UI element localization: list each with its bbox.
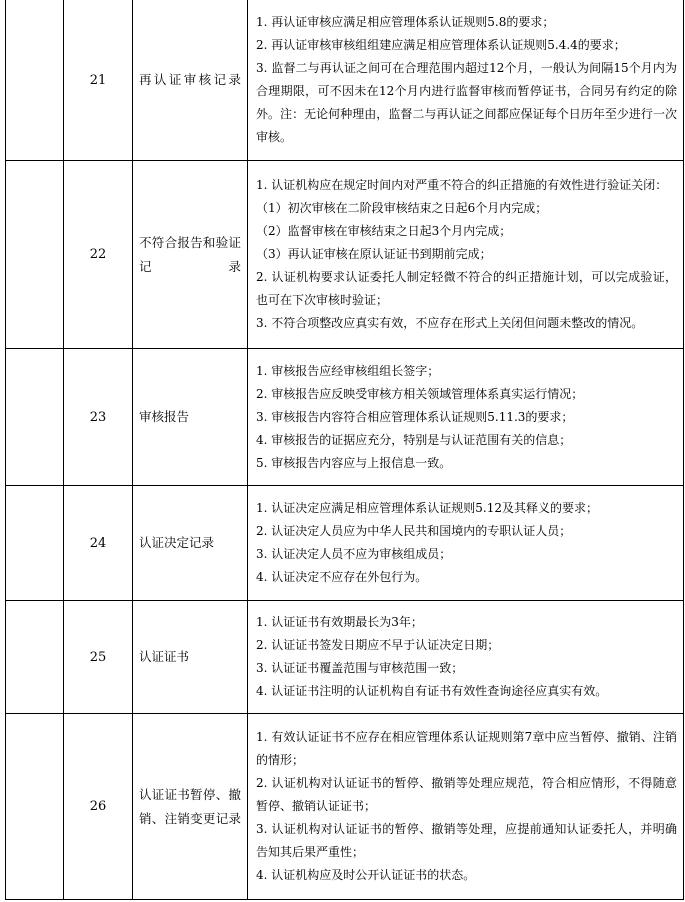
- requirement-line: 2. 认证机构对认证证书的暂停、撤销等处理应规范，符合相应情形，不得随意暂停、撤销认证证书；: [256, 776, 677, 813]
- requirement-line: 2. 再认证审核审核组组建应满足相应管理体系认证规则5.4.4的要求；: [256, 38, 626, 52]
- blank-cell: [6, 349, 64, 486]
- requirements-table: [5, 0, 684, 900]
- table-row: [6, 486, 684, 601]
- blank-cell: [6, 714, 64, 900]
- requirements-cell: [248, 486, 684, 601]
- requirement-line: 1. 审核报告应经审核组组长签字；: [256, 363, 440, 378]
- requirement-line: 3. 监督二与再认证之间可在合理范围内超过12个月，一般认为间隔15个月内为合理期限，可不因未在12个月内进行监督审核而暂停证书，合同另有约定的除外。注：无论何种理由，监督二与再认证之间都应保证每个日历年至少进行一次审核。: [256, 61, 677, 144]
- requirement-line: （2）监督审核在审核结束之日起3个月内完成；: [256, 224, 512, 238]
- item-name: 认证证书暂停、撤销、注销变更记录: [139, 786, 241, 826]
- item-name: 不符合报告和验证记录: [139, 234, 241, 274]
- row-number: 25: [64, 601, 133, 714]
- requirements-cell: [248, 349, 684, 486]
- item-name-cell: [133, 601, 248, 714]
- item-name: 认证决定记录: [139, 535, 215, 550]
- requirement-line: （3）再认证审核在原认证证书到期前完成；: [256, 247, 492, 261]
- item-name: 审核报告: [139, 409, 190, 424]
- requirement-line: 2. 认证证书签发日期应不早于认证决定日期；: [256, 638, 500, 652]
- requirement-line: 4. 审核报告的证据应充分，特别是与认证范围有关的信息；: [256, 432, 572, 447]
- requirements-cell: [248, 601, 684, 714]
- item-name-cell: [133, 486, 248, 601]
- requirement-line: 2. 认证机构要求认证委托人制定轻微不符合的纠正措施计划，可以完成验证，也可在下次审核时验证；: [256, 270, 677, 307]
- requirement-line: 2. 审核报告应反映受审核方相关领域管理体系真实运行情况；: [256, 386, 584, 401]
- row-number: 24: [64, 486, 133, 601]
- table-row: [6, 349, 684, 486]
- item-name-cell: [133, 714, 248, 900]
- row-number: 26: [64, 714, 133, 900]
- requirement-line: 4. 认证机构应及时公开认证证书的状态。: [256, 868, 476, 882]
- requirement-line: 3. 认证证书覆盖范围与审核范围一致；: [256, 661, 464, 675]
- requirement-line: 1. 有效认证证书不应存在相应管理体系认证规则第7章中应当暂停、撤销、注销的情形；: [256, 730, 677, 767]
- requirement-line: 4. 认证决定不应存在外包行为。: [256, 570, 428, 584]
- item-name: 认证证书: [139, 649, 190, 664]
- requirements-cell: [248, 161, 684, 349]
- requirement-line: 3. 认证机构对认证证书的暂停、撤销等处理，应提前通知认证委托人，并明确告知其后果严重性；: [256, 822, 677, 859]
- requirement-line: （1）初次审核在二阶段审核结束之日起6个月内完成；: [256, 201, 548, 215]
- requirements-cell: [248, 0, 684, 161]
- requirement-line: 4. 认证证书注明的认证机构自有证书有效性查询途径应真实有效。: [256, 684, 608, 698]
- requirement-line: 1. 认证决定应满足相应管理体系认证规则5.12及其释义的要求；: [256, 501, 598, 515]
- table-row: [6, 0, 684, 161]
- row-number: 21: [64, 0, 133, 161]
- blank-cell: [6, 601, 64, 714]
- requirement-line: 1. 认证证书有效期最长为3年；: [256, 615, 423, 629]
- requirement-line: 5. 审核报告内容应与上报信息一致。: [256, 455, 452, 470]
- requirements-cell: [248, 714, 684, 900]
- requirement-line: 2. 认证决定人员应为中华人民共和国境内的专职认证人员；: [256, 524, 572, 538]
- item-name-cell: [133, 161, 248, 349]
- requirement-line: 1. 认证机构应在规定时间内对严重不符合的纠正措施的有效性进行验证关闭：: [256, 178, 668, 192]
- row-number: 22: [64, 161, 133, 349]
- requirement-line: 3. 认证决定人员不应为审核组成员；: [256, 547, 452, 561]
- row-number: 23: [64, 349, 133, 486]
- table-row: [6, 601, 684, 714]
- requirement-line: 1. 再认证审核应满足相应管理体系认证规则5.8的要求；: [256, 15, 555, 29]
- blank-cell: [6, 0, 64, 161]
- blank-cell: [6, 161, 64, 349]
- requirement-line: 3. 审核报告内容符合相应管理体系认证规则5.11.3的要求；: [256, 409, 574, 424]
- table-row: [6, 714, 684, 900]
- item-name: 再认证审核记录: [139, 72, 241, 87]
- item-name-cell: [133, 349, 248, 486]
- table-row: [6, 161, 684, 349]
- blank-cell: [6, 486, 64, 601]
- requirement-line: 3. 不符合项整改应真实有效，不应存在形式上关闭但问题未整改的情况。: [256, 316, 644, 330]
- item-name-cell: [133, 0, 248, 161]
